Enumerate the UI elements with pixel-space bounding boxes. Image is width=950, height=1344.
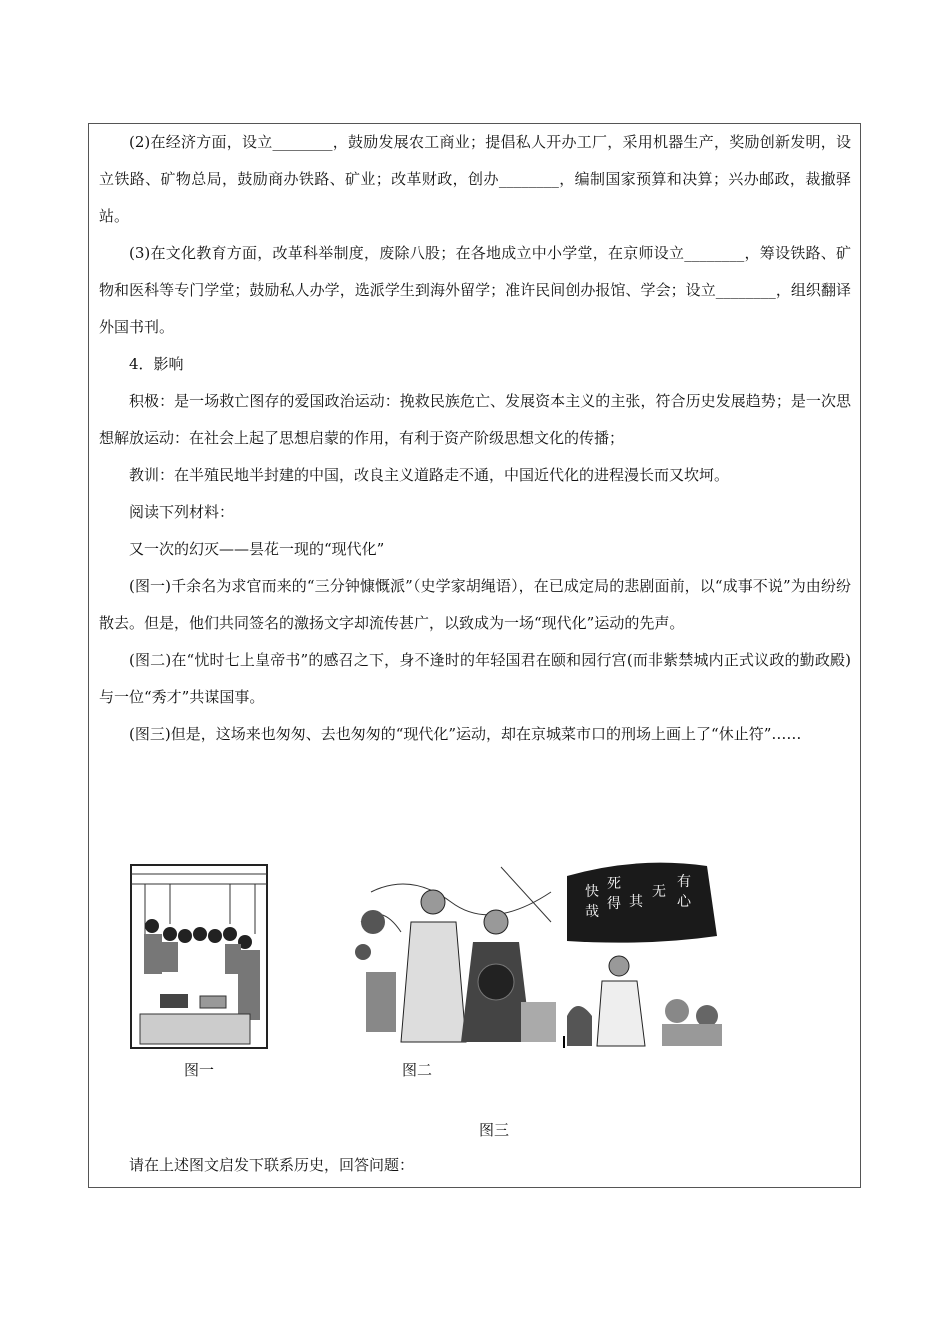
heading-influence: 4．影响 (129, 355, 184, 373)
paragraph-positive: 积极：是一场救亡图存的爱国政治运动：挽救民族危亡、发展资本主义的主张，符合历史发展趋势；是一次思想解放运动：在社会上起了思想启蒙的作用，有利于资产阶级思想文化的传播； (99, 392, 851, 447)
figure-two-image (351, 862, 561, 1047)
paragraph-culture: (3)在文化教育方面，改革科举制度，废除八股；在各地成立中小学堂，在京师设立________，筹设铁路、矿物和医科等专门学堂；鼓励私人办学，选派学生到海外留学；准许民间创办报馆、学会；设立________，组织翻译外国书刊。 (99, 244, 851, 336)
paragraph-fig3: (图三)但是，这场来也匆匆、去也匆匆的“现代化”运动，却在京城菜市口的刑场上画上了“休止符”…… (129, 725, 802, 743)
svg-text:无: 无 (652, 884, 666, 900)
svg-text:心: 心 (677, 894, 691, 910)
svg-text:其: 其 (629, 894, 643, 910)
paragraph-lesson: 教训：在半殖民地半封建的中国，改良主义道路走不通，中国近代化的进程漫长而又坎坷。 (129, 466, 730, 484)
figure-one-image (130, 864, 268, 1049)
paragraph-fig2: (图二)在“忧时七上皇帝书”的感召之下，身不逢时的年轻国君在颐和园行宫(而非紫禁城内正式议政的勤政殿)与一位“秀才”共谋国事。 (99, 651, 851, 706)
svg-text:快: 快 (585, 884, 599, 900)
svg-text:哉: 哉 (585, 904, 599, 920)
figure-two-caption: 图二 (402, 1061, 433, 1079)
figure-area (89, 862, 862, 1192)
material-title: 又一次的幻灭——昙花一现的“现代化” (129, 540, 385, 558)
paragraph-fig1: (图一)千余名为求官而来的“三分钟慷慨派”（史学家胡绳语），在已成定局的悲剧面前，以“成事不说”为由纷纷散去。但是，他们共同签名的激扬文字却流传甚广，以致成为一场“现代化”运动的先声。 (99, 577, 851, 632)
question-prompt: 请在上述图文启发下联系历史，回答问题： (129, 1156, 415, 1174)
paragraph-read-material: 阅读下列材料： (129, 503, 235, 521)
document-frame (88, 123, 861, 1188)
svg-text:有: 有 (677, 874, 691, 890)
svg-text:死: 死 (607, 876, 621, 892)
figure-one-caption: 图一 (184, 1061, 215, 1079)
figure-three-caption: 图三 (479, 1121, 510, 1139)
document-body (99, 124, 851, 753)
figure-three-image (557, 856, 732, 1051)
paragraph-economy: (2)在经济方面，设立________，鼓励发展农工商业；提倡私人开办工厂，采用机器生产，奖励创新发明，设立铁路、矿物总局，鼓励商办铁路、矿业；改革财政，创办________，编制国家预算和决算；兴办邮政，裁撤驿站。 (99, 133, 851, 225)
svg-text:得: 得 (607, 896, 621, 912)
